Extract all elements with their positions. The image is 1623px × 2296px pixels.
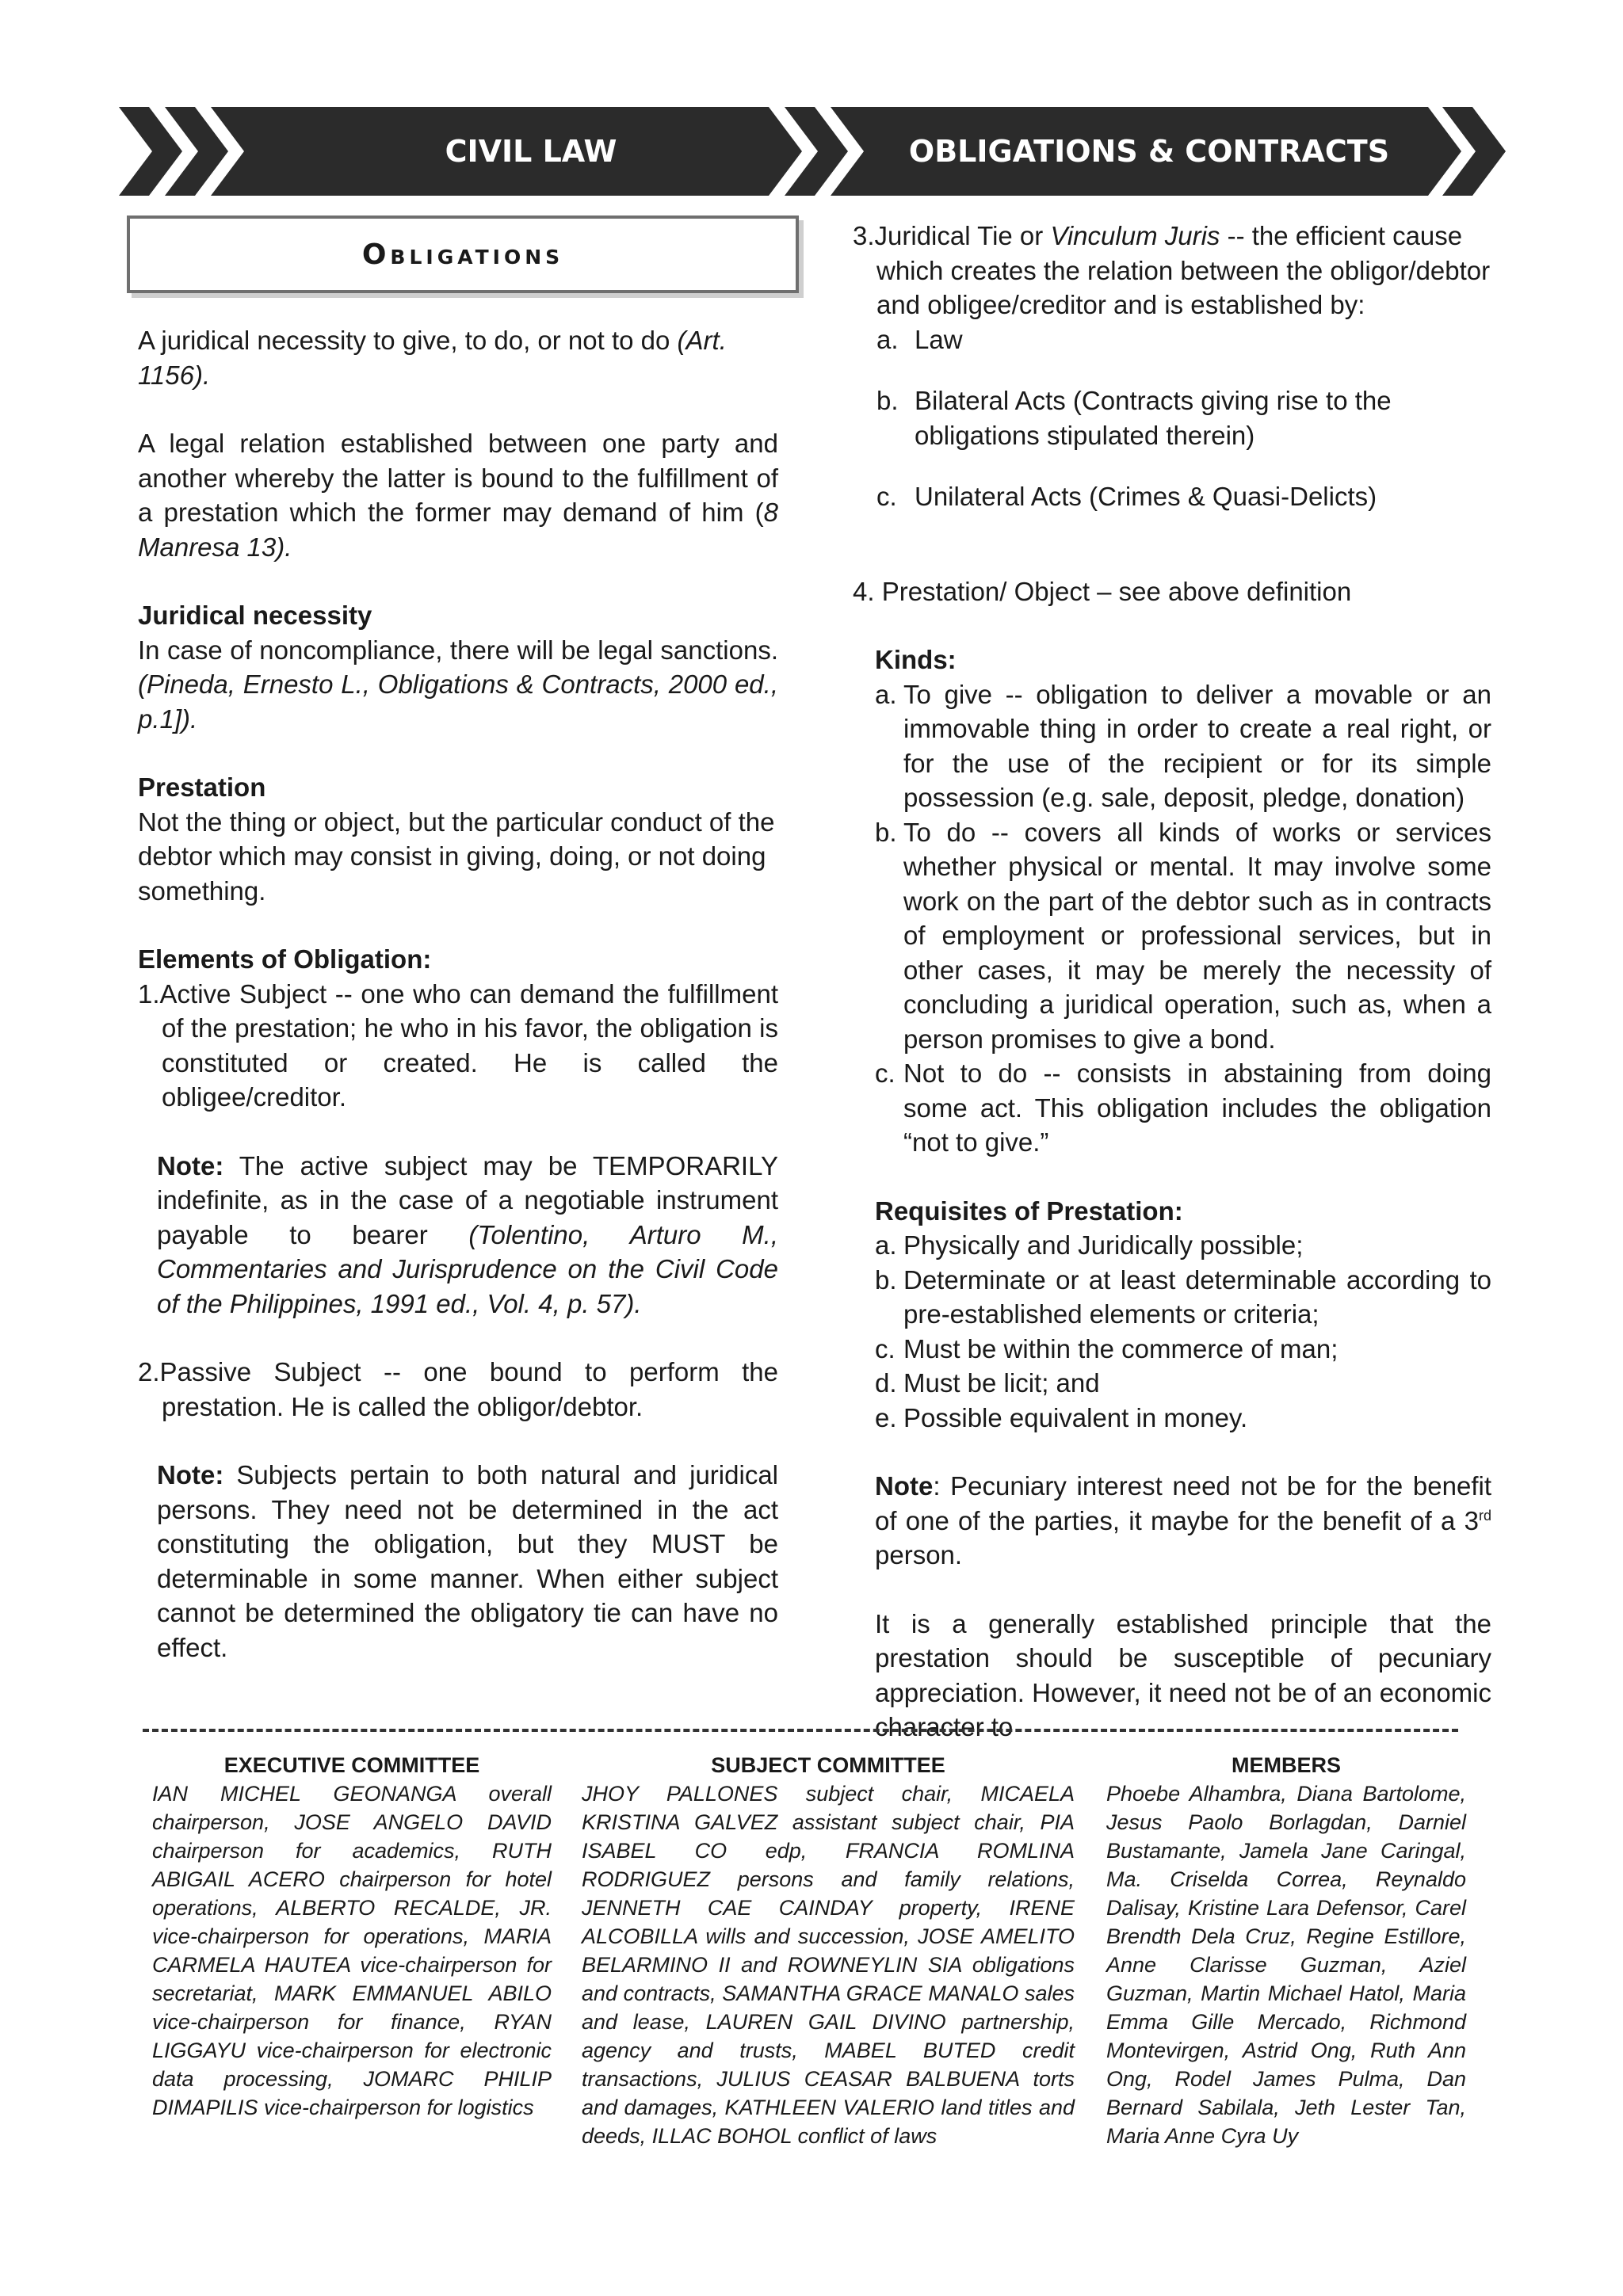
elements-heading: Elements of Obligation: (138, 944, 432, 974)
element-active-subject: 1.Active Subject -- one who can demand the fulfillment of the prestation; he who in his favor, the obligation is constituted or created. He is called the obligee/creditor. (138, 978, 778, 1112)
prestation-text: Not the thing or object, but the particular conduct of the debtor which may consist in giving, doing, or not doing something. (138, 807, 775, 906)
requisites-heading: Requisites of Prestation: (875, 1196, 1183, 1226)
executive-committee-text: IAN MICHEL GEONANGA overall chairperson, JOSE ANGELO DAVID chairperson for academics, RUTH ABIGAIL ACERO chairperson for hotel operations, ALBERTO RECALDE, JR. vice-chairperson for operations, MARIA CARMELA HAUTEA vice-chairperson for secretariat, MARK EMMANUEL ABILO vice-chairperson for finance, RYAN LIGGAYU vice-chairperson for electronic data processing, JOMARC PHILIP DIMAPILIS vice-chairperson for logistics (152, 1782, 552, 2119)
element-juridical-tie: 3.Juridical Tie or Vinculum Juris -- the efficient cause which creates the relation between the obligor/debtor and obligee/creditor and is established by: (853, 221, 1491, 319)
footer-divider (143, 1729, 1458, 1735)
kinds-heading: Kinds: (875, 645, 957, 674)
members (1106, 1751, 1466, 2150)
members-heading: MEMBERS (1231, 1753, 1341, 1777)
list-item: a. To give -- obligation to deliver a movable or an immovable thing in order to create a real right, or for the use of the recipient or for its simple possession (e.g. sale, deposit, pledge, donation) (875, 679, 1491, 812)
chevron-icon (119, 107, 182, 196)
note-active-subject: Note: The active subject may be TEMPORARILY indefinite, as in the case of a negotiable instrument payable to bearer (Tolentino, Arturo M., Commentaries and Jurisprudence on the Civil Code of the Philippines, 1991 ed., Vol. 4, p. 57). (157, 1150, 779, 1318)
section-title-box (127, 215, 799, 293)
subject-committee-heading: SUBJECT COMMITTEE (711, 1753, 945, 1777)
executive-committee (152, 1751, 552, 2122)
section-title: Obligations (361, 238, 564, 271)
header-right-title: OBLIGATIONS & CONTRACTS (908, 134, 1390, 169)
list-item: b. To do -- covers all kinds of works or services whether physical or mental. It may involve some work on the part of the debtor such as in contracts of employment or professional services, but in other cases, it may be merely the necessity of concluding a juridical operation, such as, when a person promises to give a bond. (875, 817, 1491, 1054)
definition-1: A juridical necessity to give, to do, or not to do (Art. 1156). (138, 326, 727, 390)
right-column (853, 219, 1491, 1745)
executive-committee-heading: EXECUTIVE COMMITTEE (223, 1753, 480, 1777)
list-item: d. Must be licit; and (875, 1368, 1100, 1398)
definition-2: A legal relation established between one party and another whereby the latter is bound to the fulfillment of a prestation which the former may demand of him (8 Manresa 13). (138, 429, 778, 562)
note-passive-subject: Note: Subjects pertain to both natural and juridical persons. They need not be determined in the act constituting the obligation, but they MUST be determinable in some manner. When either subject cannot be determined the obligatory tie can have no effect. (157, 1460, 778, 1662)
list-item: e. Possible equivalent in money. (875, 1402, 1248, 1432)
list-item: c. Unilateral Acts (Crimes & Quasi-Delicts) (876, 482, 1377, 511)
left-column (138, 323, 778, 1665)
list-item: b. Bilateral Acts (Contracts giving rise to the obligations stipulated therein) (876, 386, 1392, 450)
juridical-necessity-text: In case of noncompliance, there will be legal sanctions. (Pineda, Ernesto L., Obligations & Contracts, 2000 ed., p.1]). (138, 635, 778, 734)
header-left-title: CIVIL LAW (445, 134, 617, 169)
list-item: b. Determinate or at least determinable according to pre-established elements or criteria; (875, 1264, 1491, 1329)
list-item: c. Not to do -- consists in abstaining from doing some act. This obligation includes the obligation “not to give.” (875, 1058, 1491, 1157)
subject-committee-text: JHOY PALLONES subject chair, MICAELA KRISTINA GALVEZ assistant subject chair, PIA ISABEL CO edp, FRANCIA ROMLINA RODRIGUEZ persons and family relations, JENNETH CAE CAINDAY property, IRENE ALCOBILLA wills and succession, JOSE AMELITO BELARMINO II and ROWNEYLIN SIA obligations and contracts, SAMANTHA GRACE MANALO sales and lease, LAUREN GAIL DIVINO partnership, agency and trusts, MABEL BUTED credit transactions, JULIUS CEASAR BALBUENA torts and damages, KATHLEEN VALERIO land titles and deeds, ILLAC BOHOL conflict of laws (582, 1782, 1075, 2148)
list-item: c. Must be within the commerce of man; (875, 1333, 1338, 1363)
list-item: a. Law (876, 324, 963, 354)
list-item: a. Physically and Juridically possible; (875, 1230, 1304, 1260)
pecuniary-note: Note: Pecuniary interest need not be for the benefit of one of the parties, it maybe for the benefit of a 3rd person. (875, 1471, 1491, 1569)
kinds-section (853, 643, 1491, 1745)
closing-paragraph: It is a generally established principle that the prestation should be susceptible of pecuniary appreciation. However, it need not be of an economic character to (875, 1608, 1491, 1741)
juridical-necessity-heading: Juridical necessity (138, 601, 372, 630)
sources-list (853, 322, 1491, 514)
members-text: Phoebe Alhambra, Diana Bartolome, Jesus Paolo Borlagdan, Darniel Bustamante, Jamela Jane Caringal, Ma. Criselda Correa, Reynaldo Dalisay, Kristine Lara Defensor, Carel Brendth Dela Cruz, Regine Estillore, Anne Clarisse Guzman, Aziel Guzman, Martin Michael Hatol, Maria Emma Gille Mercado, Richmond Montevirgen, Astrid Ong, Ruth Ann Ong, Rodel James Pulma, Dan Bernard Sabilala, Jeth Lester Tan, Maria Anne Cyra Uy (1106, 1782, 1466, 2148)
subject-committee (582, 1751, 1075, 2150)
element-prestation: 4. Prestation/ Object – see above definition (853, 576, 1352, 606)
element-passive-subject: 2.Passive Subject -- one bound to perform the prestation. He is called the obligor/debtor. (138, 1357, 778, 1421)
prestation-heading: Prestation (138, 772, 266, 802)
